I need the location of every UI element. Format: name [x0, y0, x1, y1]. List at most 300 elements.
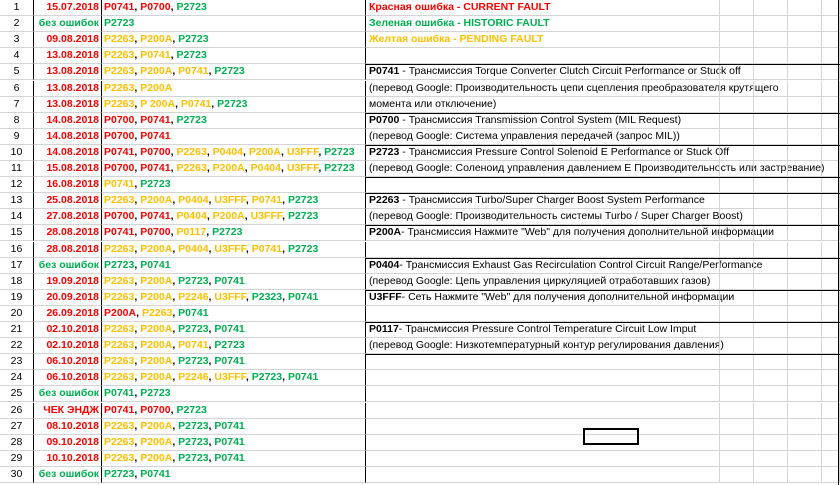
empty-cell[interactable]: [754, 451, 788, 467]
empty-cell[interactable]: [788, 419, 822, 435]
note-cell[interactable]: [366, 0, 686, 16]
date-cell[interactable]: 09.08.2018: [34, 32, 102, 48]
note-cell[interactable]: [366, 16, 686, 32]
block-divider: [366, 113, 840, 114]
note-cell[interactable]: [366, 32, 686, 48]
note-code: P2263: [369, 194, 400, 207]
empty-cell[interactable]: [788, 113, 822, 129]
row-number-cell[interactable]: 11: [0, 161, 34, 177]
empty-cell[interactable]: [686, 193, 720, 209]
empty-cell[interactable]: [686, 419, 720, 435]
empty-cell[interactable]: [720, 177, 754, 193]
error-codes-cell[interactable]: [102, 322, 366, 338]
row-number-cell[interactable]: 22: [0, 338, 34, 354]
note-cell[interactable]: [366, 113, 686, 129]
empty-cell[interactable]: [686, 370, 720, 386]
empty-cell[interactable]: [720, 354, 754, 370]
empty-cell[interactable]: [754, 338, 788, 354]
error-codes-cell[interactable]: [102, 354, 366, 370]
date-cell[interactable]: 13.08.2018: [34, 64, 102, 80]
code-separator: ,: [282, 290, 288, 303]
table-row: [0, 177, 840, 193]
date-cell[interactable]: 16.08.2018: [34, 177, 102, 193]
empty-cell[interactable]: [720, 290, 754, 306]
error-code: P0700: [104, 210, 135, 223]
empty-cell[interactable]: [720, 193, 754, 209]
error-code: P0741: [214, 451, 245, 464]
date-cell[interactable]: 15.07.2018: [34, 0, 102, 16]
empty-cell[interactable]: [788, 177, 822, 193]
row-number-cell[interactable]: 5: [0, 64, 34, 80]
row-number-cell[interactable]: 3: [0, 32, 34, 48]
empty-cell[interactable]: [754, 64, 788, 80]
empty-cell[interactable]: [686, 242, 720, 258]
error-codes-cell[interactable]: [102, 435, 366, 451]
note-cell[interactable]: [366, 370, 686, 386]
note-cell[interactable]: [366, 225, 775, 241]
error-codes-cell[interactable]: [102, 451, 366, 467]
error-codes-cell[interactable]: [102, 97, 366, 113]
date-cell[interactable]: 19.09.2018: [34, 274, 102, 290]
empty-cell[interactable]: [754, 129, 788, 145]
empty-cell[interactable]: [788, 129, 822, 145]
empty-cell[interactable]: [754, 161, 788, 177]
row-number-cell[interactable]: 24: [0, 370, 34, 386]
date-cell[interactable]: 10.10.2018: [34, 451, 102, 467]
row-number-cell[interactable]: 9: [0, 129, 34, 145]
empty-cell[interactable]: [754, 386, 788, 402]
code-separator: ,: [134, 194, 141, 207]
code-separator: ,: [172, 355, 179, 368]
note-cell[interactable]: [366, 145, 729, 161]
error-codes-cell[interactable]: [102, 145, 366, 161]
error-code: U3FFF: [214, 242, 246, 255]
row-number-cell[interactable]: 14: [0, 209, 34, 225]
code-separator: ,: [134, 451, 141, 464]
empty-cell[interactable]: [788, 225, 822, 241]
date-cell[interactable]: 08.10.2018: [34, 419, 102, 435]
row-number-cell[interactable]: 15: [0, 225, 34, 241]
empty-cell[interactable]: [754, 209, 788, 225]
error-code: P2246: [178, 290, 209, 303]
code-separator: ,: [172, 323, 179, 335]
empty-cell[interactable]: [754, 258, 788, 274]
empty-cell[interactable]: [754, 16, 788, 32]
empty-cell[interactable]: [720, 209, 754, 225]
error-code: P0700: [104, 113, 135, 126]
error-code: P2723: [251, 371, 283, 384]
empty-cell[interactable]: [788, 386, 822, 402]
empty-cell[interactable]: [686, 177, 720, 193]
error-codes-cell[interactable]: [102, 209, 366, 225]
code-separator: ,: [170, 403, 177, 416]
date-cell[interactable]: 06.10.2018: [34, 354, 102, 370]
empty-cell[interactable]: [788, 306, 822, 322]
empty-cell[interactable]: [720, 386, 754, 402]
empty-cell[interactable]: [788, 435, 822, 451]
note-text: (перевод Google: Цепь управления циркуляцией отработавших газов): [369, 274, 711, 287]
empty-cell[interactable]: [720, 113, 754, 129]
error-code: P200A: [140, 65, 173, 78]
empty-cell[interactable]: [720, 338, 754, 354]
error-codes-cell[interactable]: [102, 290, 366, 306]
error-codes-cell[interactable]: [102, 193, 366, 209]
empty-cell[interactable]: [788, 81, 822, 97]
note-cell[interactable]: [366, 467, 686, 483]
empty-cell[interactable]: [720, 322, 754, 338]
empty-cell[interactable]: [686, 338, 720, 354]
date-cell[interactable]: 14.08.2018: [34, 113, 102, 129]
row-number-cell[interactable]: 1: [0, 0, 34, 16]
error-codes-cell[interactable]: [102, 225, 366, 241]
note-cell[interactable]: [366, 403, 686, 419]
empty-cell[interactable]: [754, 290, 788, 306]
table-row: [0, 129, 840, 145]
error-codes-cell[interactable]: [102, 16, 366, 32]
note-cell[interactable]: [366, 64, 741, 80]
note-cell[interactable]: [366, 306, 686, 322]
date-cell[interactable]: 13.08.2018: [34, 81, 102, 97]
empty-cell[interactable]: [720, 370, 754, 386]
row-number-cell[interactable]: 2: [0, 16, 34, 32]
error-code: P0700: [140, 403, 171, 416]
empty-cell[interactable]: [754, 113, 788, 129]
date-cell[interactable]: 20.09.2018: [34, 290, 102, 306]
error-codes-cell[interactable]: [102, 370, 366, 386]
empty-cell[interactable]: [754, 242, 788, 258]
empty-cell[interactable]: [788, 451, 822, 467]
row-number-cell[interactable]: 10: [0, 145, 34, 161]
empty-cell[interactable]: [686, 467, 720, 483]
note-cell[interactable]: [366, 354, 686, 370]
empty-cell[interactable]: [788, 338, 822, 354]
date-cell[interactable]: 15.08.2018: [34, 161, 102, 177]
empty-cell[interactable]: [720, 64, 754, 80]
note-cell[interactable]: [366, 129, 686, 145]
code-separator: ,: [172, 306, 179, 319]
table-row: [0, 451, 840, 467]
date-cell[interactable]: 09.10.2018: [34, 435, 102, 451]
date-cell[interactable]: 27.08.2018: [34, 209, 102, 225]
note-text: - Трансмиссия Pressure Control Solenoid E Performance or Stuck Off: [399, 145, 729, 158]
code-separator: ,: [170, 145, 177, 158]
error-codes-cell[interactable]: [102, 242, 366, 258]
empty-cell[interactable]: [788, 370, 822, 386]
empty-cell[interactable]: [720, 161, 754, 177]
date-cell[interactable]: 26.09.2018: [34, 306, 102, 322]
code-separator: ,: [170, 1, 177, 13]
note-code: Зеленая ошибка - HISTORIC FAULT: [369, 17, 550, 30]
error-codes-cell[interactable]: [102, 113, 366, 129]
row-number-cell[interactable]: 30: [0, 467, 34, 483]
error-codes-cell[interactable]: [102, 338, 366, 354]
note-text: (перевод Google: Производительность цепи сцепления преобразователя крутящего: [369, 81, 779, 94]
error-codes-cell[interactable]: [102, 467, 366, 483]
note-cell[interactable]: [366, 322, 697, 338]
empty-cell[interactable]: [686, 113, 720, 129]
error-code: P0741: [178, 65, 209, 78]
error-code: P200A: [140, 371, 173, 384]
empty-cell[interactable]: [788, 274, 822, 290]
note-cell[interactable]: [366, 177, 686, 193]
empty-cell[interactable]: [720, 242, 754, 258]
date-cell[interactable]: без ошибок: [34, 386, 102, 402]
error-codes-cell[interactable]: [102, 403, 366, 419]
empty-cell[interactable]: [788, 467, 822, 483]
empty-cell[interactable]: [686, 0, 720, 16]
note-cell[interactable]: [366, 193, 705, 209]
note-code: P0700: [369, 113, 400, 126]
empty-cell[interactable]: [788, 193, 822, 209]
empty-cell[interactable]: [788, 354, 822, 370]
code-separator: ,: [134, 258, 141, 271]
selected-cell-outline[interactable]: [583, 428, 639, 445]
error-code: P200A: [248, 145, 281, 158]
note-cell[interactable]: [366, 161, 825, 177]
error-code: P0741: [251, 242, 283, 255]
empty-cell[interactable]: [686, 322, 720, 338]
empty-cell[interactable]: [788, 161, 822, 177]
row-number-cell[interactable]: 19: [0, 290, 34, 306]
empty-cell[interactable]: [720, 97, 754, 113]
row-number-cell[interactable]: 16: [0, 242, 34, 258]
empty-cell[interactable]: [754, 322, 788, 338]
empty-cell[interactable]: [720, 403, 754, 419]
empty-cell[interactable]: [720, 32, 754, 48]
code-separator: ,: [172, 194, 179, 207]
empty-cell[interactable]: [686, 290, 720, 306]
empty-cell[interactable]: [754, 177, 788, 193]
code-separator: ,: [208, 451, 215, 464]
empty-cell[interactable]: [686, 81, 720, 97]
empty-cell[interactable]: [754, 419, 788, 435]
empty-cell[interactable]: [754, 354, 788, 370]
empty-cell[interactable]: [754, 145, 788, 161]
error-codes-cell[interactable]: [102, 274, 366, 290]
error-codes-cell[interactable]: [102, 81, 366, 97]
empty-cell[interactable]: [686, 64, 720, 80]
error-code: U3FFF: [214, 371, 246, 384]
error-code: P0741: [104, 145, 135, 158]
empty-cell[interactable]: [788, 290, 822, 306]
empty-cell[interactable]: [788, 322, 822, 338]
error-codes-cell[interactable]: [102, 161, 366, 177]
empty-cell[interactable]: [686, 209, 720, 225]
row-number-cell[interactable]: 6: [0, 81, 34, 97]
row-number-cell[interactable]: 29: [0, 451, 34, 467]
error-codes-cell[interactable]: [102, 48, 366, 64]
date-cell[interactable]: 14.08.2018: [34, 129, 102, 145]
row-number-cell[interactable]: 8: [0, 113, 34, 129]
empty-cell[interactable]: [754, 403, 788, 419]
date-cell[interactable]: без ошибок: [34, 467, 102, 483]
empty-cell[interactable]: [754, 193, 788, 209]
row-number-cell[interactable]: 18: [0, 274, 34, 290]
empty-cell[interactable]: [754, 467, 788, 483]
empty-cell[interactable]: [754, 370, 788, 386]
empty-cell[interactable]: [788, 97, 822, 113]
empty-cell[interactable]: [720, 0, 754, 16]
table-row: [0, 290, 840, 306]
empty-cell[interactable]: [720, 435, 754, 451]
empty-cell[interactable]: [754, 0, 788, 16]
code-separator: ,: [318, 145, 325, 158]
empty-cell[interactable]: [720, 274, 754, 290]
empty-cell[interactable]: [686, 97, 720, 113]
empty-cell[interactable]: [686, 16, 720, 32]
row-number-cell[interactable]: 17: [0, 258, 34, 274]
row-number-cell[interactable]: 21: [0, 322, 34, 338]
error-code: P2723: [287, 210, 319, 223]
error-codes-cell[interactable]: [102, 306, 366, 322]
empty-cell[interactable]: [720, 145, 754, 161]
empty-cell[interactable]: [720, 467, 754, 483]
empty-cell[interactable]: [686, 274, 720, 290]
code-separator: ,: [245, 290, 252, 303]
row-number-cell[interactable]: 28: [0, 435, 34, 451]
error-codes-cell[interactable]: [102, 177, 366, 193]
empty-cell[interactable]: [720, 225, 754, 241]
date-cell[interactable]: без ошибок: [34, 16, 102, 32]
empty-cell[interactable]: [686, 145, 720, 161]
empty-cell[interactable]: [686, 225, 720, 241]
table-row: [0, 64, 840, 80]
empty-cell[interactable]: [754, 97, 788, 113]
note-cell[interactable]: [366, 290, 735, 306]
code-separator: ,: [206, 145, 213, 158]
empty-cell[interactable]: [754, 225, 788, 241]
error-code: P2263: [104, 97, 135, 110]
row-number-cell[interactable]: 7: [0, 97, 34, 113]
empty-cell[interactable]: [720, 451, 754, 467]
empty-cell[interactable]: [686, 435, 720, 451]
empty-cell[interactable]: [720, 419, 754, 435]
empty-cell[interactable]: [754, 32, 788, 48]
code-separator: ,: [134, 49, 141, 62]
error-code: P2263: [141, 306, 173, 319]
date-cell[interactable]: 06.10.2018: [34, 370, 102, 386]
empty-cell[interactable]: [788, 145, 822, 161]
note-cell[interactable]: [366, 242, 686, 258]
empty-cell[interactable]: [754, 48, 788, 64]
empty-cell[interactable]: [686, 161, 720, 177]
error-code: P0404: [178, 242, 209, 255]
empty-cell[interactable]: [686, 403, 720, 419]
code-separator: ,: [134, 226, 141, 239]
row-number-cell[interactable]: 12: [0, 177, 34, 193]
row-number-cell[interactable]: 13: [0, 193, 34, 209]
code-separator: ,: [172, 274, 179, 287]
date-cell[interactable]: 02.10.2018: [34, 322, 102, 338]
row-number-cell[interactable]: 25: [0, 386, 34, 402]
empty-cell[interactable]: [720, 306, 754, 322]
empty-cell[interactable]: [720, 16, 754, 32]
error-codes-cell[interactable]: [102, 32, 366, 48]
code-separator: ,: [170, 226, 177, 239]
empty-cell[interactable]: [754, 81, 788, 97]
note-cell[interactable]: [366, 48, 686, 64]
empty-cell[interactable]: [720, 81, 754, 97]
note-cell[interactable]: [366, 274, 711, 290]
note-cell[interactable]: [366, 451, 686, 467]
error-code: P2263: [104, 355, 135, 368]
empty-cell[interactable]: [720, 258, 754, 274]
error-codes-cell[interactable]: [102, 64, 366, 80]
empty-cell[interactable]: [754, 274, 788, 290]
note-cell[interactable]: [366, 209, 743, 225]
empty-cell[interactable]: [686, 451, 720, 467]
empty-cell[interactable]: [788, 16, 822, 32]
empty-cell[interactable]: [754, 435, 788, 451]
code-separator: ,: [134, 178, 141, 191]
empty-cell[interactable]: [788, 242, 822, 258]
empty-cell[interactable]: [788, 64, 822, 80]
table-row: [0, 354, 840, 370]
empty-cell[interactable]: [686, 129, 720, 145]
empty-cell[interactable]: [788, 403, 822, 419]
date-cell[interactable]: ЧЕК ЭНДЖ: [34, 403, 102, 419]
error-code: U3FFF: [214, 194, 246, 207]
note-cell[interactable]: [366, 97, 686, 113]
date-cell[interactable]: 14.08.2018: [34, 145, 102, 161]
date-cell[interactable]: без ошибок: [34, 258, 102, 274]
date-cell[interactable]: 28.08.2018: [34, 242, 102, 258]
row-number-cell[interactable]: 27: [0, 419, 34, 435]
code-separator: ,: [172, 371, 179, 384]
date-cell[interactable]: 13.08.2018: [34, 97, 102, 113]
empty-cell[interactable]: [686, 386, 720, 402]
empty-cell[interactable]: [788, 0, 822, 16]
row-number-cell[interactable]: 26: [0, 403, 34, 419]
note-cell[interactable]: [366, 258, 763, 274]
note-text: - Сеть Нажмите "Web" для получения дополнительной информации: [401, 290, 735, 303]
empty-cell[interactable]: [686, 32, 720, 48]
error-code: P2723: [104, 258, 135, 271]
empty-cell[interactable]: [788, 48, 822, 64]
code-separator: ,: [134, 403, 141, 416]
empty-cell[interactable]: [686, 258, 720, 274]
error-codes-cell[interactable]: [102, 419, 366, 435]
note-cell[interactable]: [366, 386, 686, 402]
empty-cell[interactable]: [686, 354, 720, 370]
date-cell[interactable]: 13.08.2018: [34, 48, 102, 64]
empty-cell[interactable]: [720, 129, 754, 145]
empty-cell[interactable]: [788, 258, 822, 274]
empty-cell[interactable]: [686, 306, 720, 322]
empty-cell[interactable]: [720, 48, 754, 64]
empty-cell[interactable]: [788, 32, 822, 48]
error-codes-cell[interactable]: [102, 129, 366, 145]
note-cell[interactable]: [366, 81, 779, 97]
error-codes-cell[interactable]: [102, 0, 366, 16]
note-cell[interactable]: [366, 338, 724, 354]
row-number-cell[interactable]: 20: [0, 306, 34, 322]
row-number-cell[interactable]: 23: [0, 354, 34, 370]
error-code: P2723: [178, 355, 209, 368]
empty-cell[interactable]: [686, 48, 720, 64]
error-codes-cell[interactable]: [102, 258, 366, 274]
date-cell[interactable]: 28.08.2018: [34, 225, 102, 241]
empty-cell[interactable]: [754, 306, 788, 322]
table-row: [0, 386, 840, 402]
table-row: [0, 338, 840, 354]
date-cell[interactable]: 25.08.2018: [34, 193, 102, 209]
date-cell[interactable]: 02.10.2018: [34, 338, 102, 354]
error-code: P2723: [178, 451, 209, 464]
error-codes-cell[interactable]: [102, 386, 366, 402]
empty-cell[interactable]: [788, 209, 822, 225]
row-number-cell[interactable]: 4: [0, 48, 34, 64]
